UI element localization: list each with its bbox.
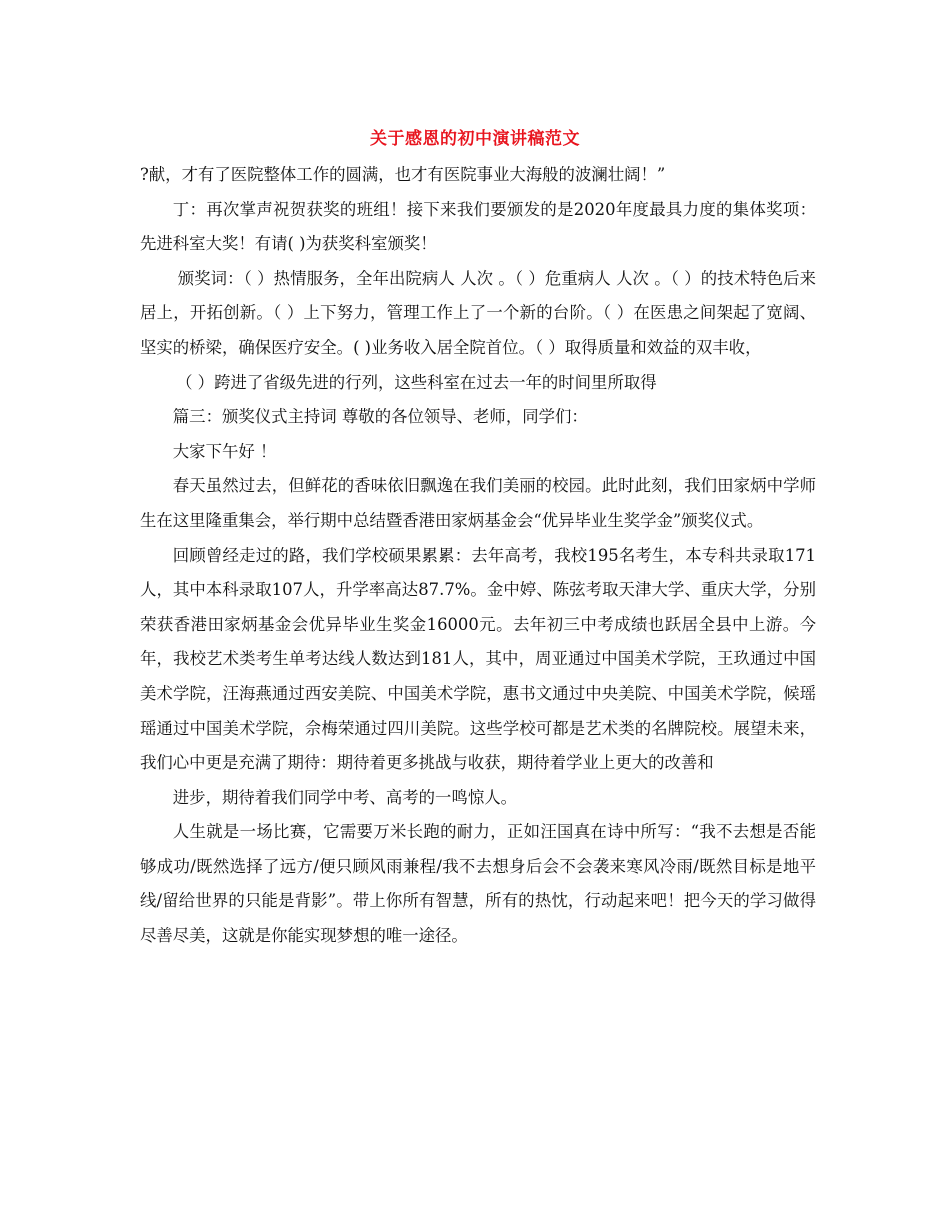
paragraph: 回顾曾经走过的路，我们学校硕果累累：去年高考，我校195名考生，本专科共录取171人，其中本科录取107人，升学率高达87.7%。金中婷、陈弦考取天津大学、重庆大学，分别荣获香港田家炳基金会优异毕业生奖金16000元。去年初三中考成绩也跃居全县中上游。今年，我校艺术类考生单考达线人数达到181人，其中，周亚通过中国美术学院，王玖通过中国美术学院，汪海燕通过西安美院、中国美术学院，惠书文通过中央美院、中国美术学院，候瑶瑶通过中国美术学院，佘梅荣通过四川美院。这些学校可都是艺术类的名牌院校。展望未来，我们心中更是充满了期待：期待着更多挑战与收获，期待着学业上更大的改善和 xyxy=(140,545,816,773)
paragraph: 进步，期待着我们同学中考、高考的一鸣惊人。 xyxy=(172,787,517,807)
document-title: 关于感恩的初中演讲稿范文 xyxy=(370,129,580,149)
paragraph: ?献，才有了医院整体工作的圆满，也才有医院事业大海般的波澜壮阔！” xyxy=(140,165,666,184)
paragraph: 大家下午好 ！ xyxy=(172,441,277,461)
paragraph: 篇三：颁奖仪式主持词 尊敬的各位领导、老师，同学们： xyxy=(172,407,588,427)
paragraph: 颁奖词：（ ）热情服务，全年出院病人 人次 。（ ）危重病人 人次 。（ ）的技术特色后来居上，开拓创新。（ ）上下努力，管理工作上了一个新的台阶。（ ）在医患之间架起了宽阔、坚实的桥梁，确保医疗安全。( )业务收入居全院首位。（ ）取得质量和效益的双丰收， xyxy=(140,268,816,357)
paragraph: （ ）跨进了省级先进的行列，这些科室在过去一年的时间里所取得 xyxy=(176,372,657,392)
document-body xyxy=(140,158,816,954)
paragraph: 人生就是一场比赛，它需要万米长跑的耐力，正如汪国真在诗中所写：“我不去想是否能够成功/既然选择了远方/便只顾风雨兼程/我不去想身后会不会袭来寒风冷雨/既然目标是地平线/留给世界的只能是背影”。带上你所有智慧，所有的热忱，行动起来吧！把今天的学习做得尽善尽美，这就是你能实现梦想的唯一途径。 xyxy=(140,822,816,946)
paragraph: 春天虽然过去，但鲜花的香味依旧飘逸在我们美丽的校园。此时此刻，我们田家炳中学师生在这里隆重集会，举行期中总结暨香港田家炳基金会“优异毕业生奖学金”颁奖仪式。 xyxy=(140,476,816,530)
paragraph: 丁：再次掌声祝贺获奖的班组！接下来我们要颁发的是2020年度最具力度的集体奖项：先进科室大奖！有请( )为获奖科室颁奖！ xyxy=(140,199,816,254)
